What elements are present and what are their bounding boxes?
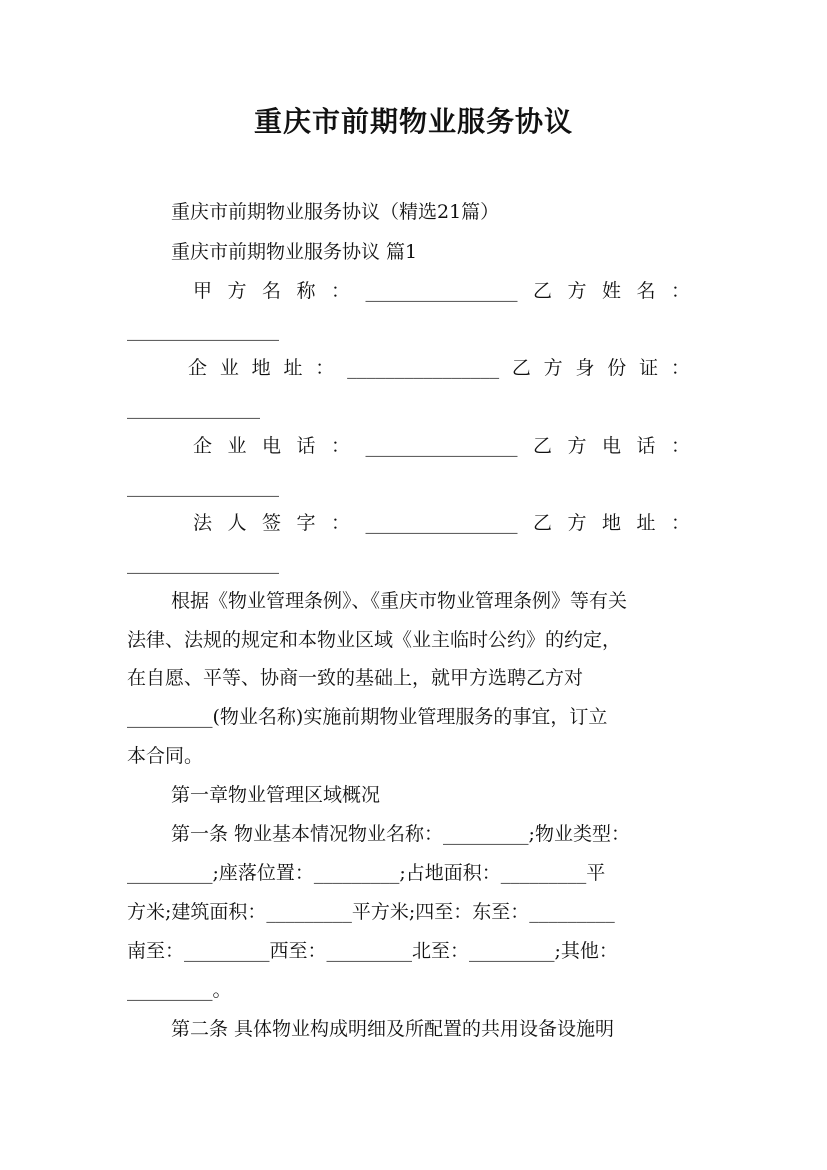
subtitle-line: 重庆市前期物业服务协议（精选21篇） xyxy=(171,201,500,223)
form-token: 址 xyxy=(283,357,303,379)
form-token: 方 xyxy=(227,280,247,302)
form-token: 方 xyxy=(567,435,587,457)
article-line: _________;座落位置：_________;占地面积：_________平 xyxy=(127,862,606,884)
form-token: ： xyxy=(331,435,351,457)
form-line-party-a-name xyxy=(193,279,690,303)
form-token: ： xyxy=(315,357,335,379)
form-token: 乙 xyxy=(532,435,552,457)
form-token: ________________ xyxy=(347,357,500,379)
form-token: ： xyxy=(670,512,690,534)
paragraph-line: 本合同。 xyxy=(127,745,204,767)
paragraph-line: 在自愿、平等、协商一致的基础上，就甲方选聘乙方对 xyxy=(127,667,584,689)
form-token: 证 xyxy=(639,357,659,379)
form-token: 姓 xyxy=(601,280,621,302)
form-token: ： xyxy=(331,280,351,302)
article-line: 第一条 物业基本情况物业名称：_________;物业类型： xyxy=(171,823,630,845)
form-blank-party-b-id: ______________ xyxy=(127,397,260,419)
document-title: 重庆市前期物业服务协议 xyxy=(253,105,573,138)
form-token: 甲 xyxy=(193,280,213,302)
form-token: 名 xyxy=(636,280,656,302)
form-token: 乙 xyxy=(511,357,531,379)
form-token: 名 xyxy=(262,280,282,302)
paragraph-line: 法律、法规的规定和本物业区域《业主临时公约》的约定， xyxy=(127,629,622,651)
paragraph-line: 根据《物业管理条例》、《重庆市物业管理条例》等有关 xyxy=(171,590,628,612)
form-token: 乙 xyxy=(532,280,552,302)
paragraph-line: _________(物业名称)实施前期物业管理服务的事宜，订立 xyxy=(127,706,608,728)
form-token: 话 xyxy=(636,435,656,457)
form-blank-party-b-phone: ________________ xyxy=(127,475,279,497)
form-token: 业 xyxy=(219,357,239,379)
form-token: 字 xyxy=(296,512,316,534)
form-token: ： xyxy=(670,357,690,379)
article-line: _________。 xyxy=(127,979,232,1001)
form-token: 身 xyxy=(575,357,595,379)
form-token: 电 xyxy=(601,435,621,457)
form-token: 地 xyxy=(251,357,271,379)
form-line-company-phone xyxy=(193,434,690,458)
article-line: 第二条 具体物业构成明细及所配置的共用设备设施明 xyxy=(171,1018,615,1040)
form-token: 份 xyxy=(607,357,627,379)
chapter-heading: 第一章物业管理区域概况 xyxy=(171,784,381,806)
form-token: 电 xyxy=(262,435,282,457)
form-token: 乙 xyxy=(532,512,552,534)
form-token: 企 xyxy=(193,435,213,457)
form-token: 方 xyxy=(567,512,587,534)
form-token: ： xyxy=(331,512,351,534)
article-line: 方米;建筑面积：_________平方米;四至：东至：_________ xyxy=(127,901,615,923)
form-line-company-address xyxy=(188,356,690,380)
form-token: 方 xyxy=(567,280,587,302)
form-token: 人 xyxy=(227,512,247,534)
form-token: 企 xyxy=(188,357,208,379)
form-line-legal-signature xyxy=(193,511,690,535)
form-token: ________________ xyxy=(365,435,518,457)
form-token: ________________ xyxy=(365,280,518,302)
form-blank-party-b-address: ________________ xyxy=(127,552,279,574)
article-line: 南至：_________西至：_________北至：_________;其他： xyxy=(127,940,618,962)
form-token: 签 xyxy=(262,512,282,534)
form-token: 业 xyxy=(227,435,247,457)
form-token: 法 xyxy=(193,512,213,534)
form-token: ________________ xyxy=(365,512,518,534)
form-token: 话 xyxy=(296,435,316,457)
form-token: ： xyxy=(670,435,690,457)
form-token: 方 xyxy=(543,357,563,379)
form-token: 地 xyxy=(601,512,621,534)
form-blank-party-b-name: ________________ xyxy=(127,319,279,341)
form-token: 址 xyxy=(636,512,656,534)
form-token: ： xyxy=(670,280,690,302)
section-heading: 重庆市前期物业服务协议 篇1 xyxy=(171,241,418,263)
form-token: 称 xyxy=(296,280,316,302)
